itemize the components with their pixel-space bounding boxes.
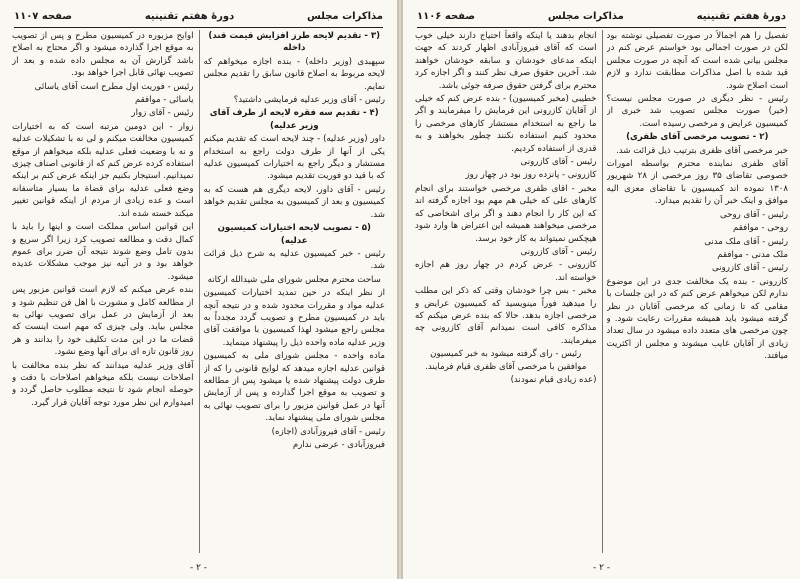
paragraph: رئیس - آقای داور، لایحه دیگری هم هست که به کمیسیون و بعد از کمیسیون به مجلس تقدیم خواهد شد. xyxy=(203,184,385,220)
right-header-center: مذاکرات مجلس xyxy=(547,10,624,22)
paragraph: بنده عرض میکنم که لازم است قوانین مزبور پس از مطالعه کامل و مشورت با اهل فن تنظیم شود و بعد از آزمایش در عمل برای تصویب نهائی به مجلس بیاید. ولی چیزی که مهم است اینست که قضات ما در این مدت تکلیف خود را بدانند و هر روز قانون تازه ای برای آنها وضع نشود. xyxy=(12,285,194,358)
paragraph: انجام بدهند یا اینکه واقعاً احتیاج دارند خیلی خوب است که آقای فیروزآبادی اظهار کردند که جهت اینکه مدعای خودشان و سابقه خودشان خواهند شد. آخرین حقوق صرف نظر کنند و اگر اجازه کرد محترم برای گرفتن حقوق صرفه جوئی باشد. xyxy=(415,31,597,91)
left-page-col-right xyxy=(204,30,386,553)
right-page xyxy=(402,0,800,579)
paragraph: خطیبی (مخبر کمیسیون) - بنده عرض کنم که خیلی از آقایان کازرونی این فرمایش را میفرمایند و اگر ما راجع به استخدام مستشار کارهای مرخصی را محدود کنیم استفاده نکنند چطور بخواهند و به قدری از استفاده کردیم. xyxy=(415,94,597,154)
paragraph: از نظر اینکه در حین تمدید اختیارات کمیسیون عدلیه مواد و مقررات محدود شده و در نتیجه آنچه باید در کمیسیون مطرح و تصویب گردد مجدداً به مجلس راجع میشود لهذا کمیسیون با موافقت آقای وزیر عدلیه ماده واحده ذیل را پیشنهاد مینماید. xyxy=(203,288,385,348)
paragraph: (۳ - تقدیم لایحه طرز افزایش قیمت قند) داخله xyxy=(208,31,381,54)
paragraph: روحی - موافقم xyxy=(733,223,788,234)
right-page-col-left xyxy=(415,30,597,553)
paragraph: رئیس - خبر کمیسیون عدلیه به شرح ذیل قرائت شد. xyxy=(203,248,385,272)
paragraph: رئیس - آقای کازرونی xyxy=(520,246,597,257)
left-header-right: مذاکرات مجلس xyxy=(306,10,383,22)
paragraph: تفصیل را هم اجمالاً در صورت تفصیلی نوشته بود لکن در صورت اجمالی بود خواستم عرض کنم در مجلس بیانی شده است که آنچه در صورت مجلس قید شده با اصل مذاکرات مطابقت ندارد و لازم است اصلاح شود. xyxy=(606,31,788,91)
paragraph: ماده واحده - مجلس شورای ملی به کمیسیون قوانین عدلیه اجازه میدهد که لوایح قانونی را که از طرف دولت پیشنهاد شده یا میشود پس از مطالعه و تصویب به موقع اجرا گذارده و پس از آزمایش آنها در عمل قوانین مزبور را برای تصویب نهائی به مجلس شورای ملی پیشنهاد نماید. xyxy=(203,351,385,424)
paragraph: (عده زیادی قیام نمودند) xyxy=(510,374,597,385)
paragraph: رئیس - آقای فیروزآبادی (اجازه) xyxy=(271,426,385,437)
paragraph: رئیس - آقای زوار xyxy=(131,108,194,119)
paragraph: آقای وزیر عدلیه میدانند که نظر بنده مخالفت با اصلاحات نیست بلکه میخواهم اصلاحات با دقت و حوصله انجام شود تا نتیجه مطلوب حاصل گردد و امیدوارم این نظر مورد توجه آقایان قرار گیرد. xyxy=(12,360,194,408)
left-page-columns xyxy=(12,30,385,553)
paragraph: ساحت محترم مجلس شورای ملی شیدالله ارکانه xyxy=(207,274,381,285)
paragraph: رئیس - فوریت اول مطرح است آقای یاسائی xyxy=(34,81,194,92)
right-header-left: صفحه ۱۱۰۶ xyxy=(417,10,476,22)
paragraph: آقای ظفری نماینده محترم بواسطه امورات خصوصی تقاضای ۳۵ روز مرخصی از ۲۸ شهریور ۱۳۰۸ نموده اند کمیسیون با تقاضای معزی الیه موافق و اینک خبر آن را تقدیم میدارد. xyxy=(606,159,788,207)
paragraph: رئیس - آقای کازرونی xyxy=(520,157,597,168)
paragraph: سپهبدی (وزیر داخله) - بنده اجازه میخواهم که لایحه مربوط به اصلاح قانون سابق را تقدیم مجلس نمایم. xyxy=(203,56,385,92)
paragraph: مخبر - بس چرا خودشان وقتی که ذکر این مطلب را میدهید فوراً مینویسید که کمیسیون عرایض و مرخصی اجازه بدهد. حالا که بنده عرض میکنم که مذاکره کافی است نمیدانم آقای کازرونی چه میفرمایند. xyxy=(415,286,597,346)
paragraph: رئیس - آقای کازرونی xyxy=(712,263,788,274)
paragraph: رئیس - آقای ملک مدنی xyxy=(704,236,788,247)
paragraph: زوار - این دومین مرتبه است که به اختیارات کمیسیون مخالفت میکنم و لی نه با تشکیلات عدلیه و نه با وضعیت فعلی عدلیه بلکه میخواهم از موقع استفاده کرده عرض کنم که از قانونی اصناف چیزی نمیدانیم. استیجار بکنیم جز اینکه عرض کنم بر اینکه وضع فعلی عدلیه برای قضاة ما بسیار متاسفانه است و عده زیادی از مردم از اینکه قوانین تغییر میکند خسته شده اند. xyxy=(12,121,194,219)
paragraph: کازرونی - بنده یک مخالفت جدی در این موضوع ندارم لکن میخواهم عرض کنم که در این جلسات با مقامی که تا زمانی که مرخصی آقایان در نظر گرفته میشود باید همیشه مقررات رعایت شود. و چون مرخصی های متعدد داده میشود در سال تعداد زیادی از آقایان غایب میشوند و مجلس از اکثریت میافتد. xyxy=(606,276,788,362)
right-header-right: دورهٔ هفتم تقنینیه xyxy=(696,10,786,22)
paragraph: (۵ - تصویب لایحه اختیارات کمیسیون عدلیه) xyxy=(217,223,371,246)
paragraph: (۴ - تقدیم سه فقره لایحه از طرف آقای وزیر عدلیه) xyxy=(209,108,379,131)
paragraph: رئیس - رای گرفته میشود به خبر کمیسیون موافقین با مرخصی آقای ظفری قیام فرمایند. xyxy=(425,349,587,372)
right-page-header xyxy=(417,8,786,28)
paragraph: این قوانین اساس مملکت است و اینها را باید با کمال دقت و مطالعه تصویب کرد زیرا اگر سریع و بدون تامل وضع شوند نتیجه آن ضرر برای عموم خواهد بود و در آتیه نیز موجب مشکلات عدیده میشود. xyxy=(12,222,194,282)
right-page-columns xyxy=(415,30,788,553)
paragraph: کازرونی - پانزده روز بود در چهار روز xyxy=(465,170,597,181)
paragraph: داور (وزیر عدلیه) - چند لایحه است که تقدیم میکنم یکی از آنها از طرف دولت راجع به استخدام مستشار و دیگر راجع به اختیارات کمیسیون عدلیه که با قید دو فوریت تقدیم میشود. xyxy=(203,134,385,182)
left-header-center: دورهٔ هفتم تقنینیه xyxy=(144,10,235,22)
left-page xyxy=(0,0,398,579)
paragraph: رئیس - آقای وزیر عدلیه فرمایشی داشتید؟ xyxy=(233,95,385,106)
right-page-col-right xyxy=(607,30,789,553)
paragraph: کازرونی - عرض کردم در چهار روز هم اجازه خواسته اند. xyxy=(415,260,597,283)
paragraph: ملک مدنی - موافقم xyxy=(717,249,788,260)
paragraph: یاسائی - موافقم xyxy=(134,95,194,106)
paragraph: اوایح مزبوره در کمیسیون مطرح و پس از تصویب به موقع اجرا گذارده میشود و اگر محتاج به اصلاح باشد گزارش آن به مجلس داده شده و بعد از تصویب نهائی قابل اجرا خواهد بود. xyxy=(12,31,194,79)
paragraph: فیروزآبادی - عرضی ندارم xyxy=(292,440,385,450)
paragraph: رئیس - آقای روحی xyxy=(719,209,788,220)
paragraph: خبر مرخصی آقای ظفری بترتیب ذیل قرائت شد. xyxy=(616,145,788,156)
left-page-col-left xyxy=(12,30,194,553)
left-page-number: - ۲ - xyxy=(189,563,208,573)
right-page-number: - ۲ - xyxy=(592,563,611,573)
left-page-header xyxy=(14,8,383,28)
paragraph: مخبر - اقای ظفری مرخصی خواستند برای انجام کارهای علی که خیلی هم مهم بود اجازه گرفته اند که این کار را انجام دهند و اگر برای اشخاصی که مرخصی میخواهند همیشه این اعتراض ها وارد شود هیچکس نمیتواند به کار خود برسد. xyxy=(415,183,597,244)
paragraph: (۲ - تصویب مرخصی آقای ظفری) xyxy=(626,132,769,143)
left-header-left: صفحه ۱۱۰۷ xyxy=(14,10,73,22)
paragraph: رئیس - نظر دیگری در صورت مجلس نیست؟ (خیر) صورت مجلس تصویب شد خبری از کمیسیون عرایض و مرخصی رسیده است. xyxy=(606,94,788,129)
